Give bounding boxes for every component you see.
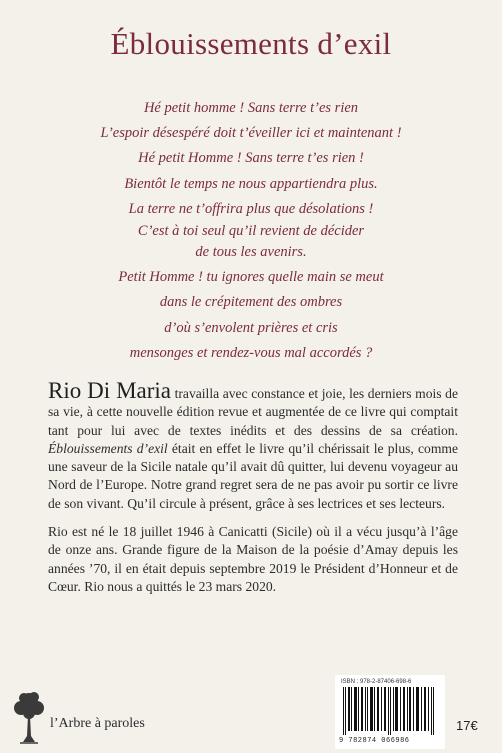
bio-paragraph-2: Rio est né le 18 juillet 1946 à Canicatti (Sicile) où il a vécu jusqu’à l’âge de onze ans. Grande figure de la Maison de la poésie d’Amay depuis les années ’70, il en était depuis septembre 2019 le Président d’Honneur et de Cœur. Rio nous a quittés le 23 mars 2020. (48, 524, 458, 594)
poem-line: C’est à toi seul qu’il revient de décider (137, 222, 365, 239)
poem-line: Petit Homme ! tu ignores quelle main se meut (118, 269, 384, 286)
poem-line: La terre ne t’offrira plus que désolations ! (128, 200, 374, 217)
tree-logo-icon (12, 688, 46, 746)
book-title: Éblouissements d’exil (110, 26, 392, 61)
poem-line: Hé petit Homme ! Sans terre t’es rien ! (138, 150, 364, 167)
bio-paragraph-1 (48, 378, 459, 513)
isbn-barcode (335, 675, 445, 749)
barcode-icon (341, 687, 439, 735)
poem-line: Bientôt le temps ne nous appartiendra plus. (124, 175, 378, 192)
bio-text: travailla avec constance et joie, les derniers mois de sa vie, à cette nouvelle édition revue et augmentée de ce livre qui comptait tant pour lui avec de textes inédits et des dessins de sa création. (48, 386, 459, 438)
poem-line: Hé petit homme ! Sans terre t’es rien (143, 100, 359, 116)
author-name: Rio Di Maria (48, 378, 172, 403)
poem-excerpt (0, 96, 502, 366)
poem-line: de tous les avenirs. (195, 243, 307, 260)
poem-line: L’espoir désespéré doit t’éveiller ici et maintenant ! (100, 125, 402, 142)
bio-text: était en effet le livre qu’il chérissait le plus, comme une saveur de la Sicile natale qu’il avait dû quitter, lui devenu voyageur au Nord de l’Europe. Notre grand regret sera de ne pas avoir pu sortir ce livre de son vivant. Qu’il circule à présent, grâce à ses lectrices et ses lecteurs. (48, 440, 458, 511)
poem-line: d’où s’envolent prières et cris (164, 319, 338, 336)
publisher-block (12, 688, 232, 748)
poem-line: dans le crépitement des ombres (159, 294, 343, 311)
bio-book-title: Éblouissements d’exil (48, 440, 168, 456)
poem-line: mensonges et rendez-vous mal accordés ? (129, 344, 373, 361)
isbn-digits: 9 782874 066986 (339, 737, 410, 745)
price-tag: 17€ (456, 718, 478, 733)
author-biography (48, 378, 459, 606)
publisher-name: l’Arbre à paroles (50, 716, 145, 731)
isbn-label: ISBN : 978-2-87406-698-6 (341, 679, 412, 685)
